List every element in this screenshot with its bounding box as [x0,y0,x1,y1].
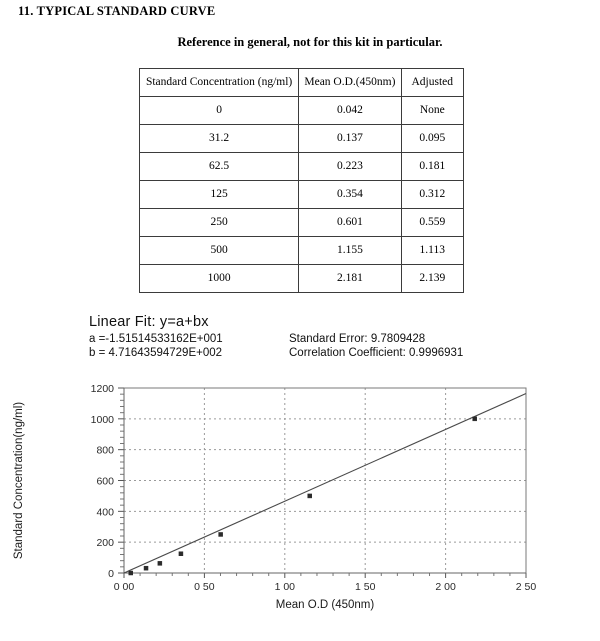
cell-mean-od: 0.601 [299,209,401,237]
data-point [129,571,133,575]
standard-curve-table [139,68,464,293]
table-row [140,181,464,209]
fit-coefficient-b: b = 4.71643594729E+002 [89,347,223,359]
y-tick-label: 800 [96,444,114,457]
cell-mean-od: 0.042 [299,97,401,125]
linear-fit-block [89,314,463,360]
table-row [140,125,464,153]
table-row [140,153,464,181]
table-row [140,209,464,237]
cell-mean-od: 0.223 [299,153,401,181]
x-tick-label: 2 00 [435,581,456,593]
cell-mean-od: 1.155 [299,237,401,265]
x-tick-label: 0 50 [194,581,215,593]
y-tick-label: 1200 [90,383,114,395]
cell-mean-od: 2.181 [299,265,401,293]
cell-concentration: 125 [140,181,299,209]
y-tick-label: 0 [108,568,114,580]
table-header-row [140,69,464,97]
cell-concentration: 250 [140,209,299,237]
table-row [140,265,464,293]
data-point [219,532,223,536]
cell-concentration: 62.5 [140,153,299,181]
y-axis-title: Standard Concentration(ng/ml) [13,401,25,560]
table-header-cell: Standard Concentration (ng/ml) [140,69,299,97]
data-point [158,561,162,565]
data-point [308,494,312,498]
cell-mean-od: 0.354 [299,181,401,209]
standard-curve-chart [0,370,600,630]
fit-correlation-coefficient: Correlation Coefficient: 0.9996931 [289,347,464,359]
table-row [140,97,464,125]
cell-concentration: 0 [140,97,299,125]
x-tick-label: 0 00 [113,581,135,593]
fit-coefficient-a: a =-1.51514533162E+001 [89,333,223,345]
table-header-cell: Mean O.D.(450nm) [299,69,401,97]
y-tick-label: 200 [96,537,114,550]
subtitle-note: Reference in general, not for this kit in particular. [177,35,443,49]
cell-adjusted: 0.181 [401,153,463,181]
cell-adjusted: None [401,97,463,125]
table-header-cell: Adjusted [401,69,463,97]
x-axis-title: Mean O.D (450nm) [275,599,375,611]
linear-fit-title: Linear Fit: y=a+bx [89,314,209,330]
cell-concentration: 500 [140,237,299,265]
table-row [140,237,464,265]
x-tick-label: 2 50 [515,581,537,593]
data-point [473,417,477,421]
cell-concentration: 31.2 [140,125,299,153]
data-point [144,566,148,570]
cell-mean-od: 0.137 [299,125,401,153]
cell-adjusted: 2.139 [401,265,463,293]
cell-adjusted: 1.113 [401,237,463,265]
y-tick-label: 600 [96,475,114,488]
cell-adjusted: 0.312 [401,181,463,209]
y-tick-label: 400 [96,506,114,519]
x-tick-label: 1 50 [354,581,376,593]
fit-standard-error: Standard Error: 9.7809428 [289,333,426,345]
cell-adjusted: 0.559 [401,209,463,237]
x-tick-label: 1 00 [274,581,296,593]
cell-adjusted: 0.095 [401,125,463,153]
regression-line [124,394,526,573]
data-point [179,552,183,556]
page-title: 11. TYPICAL STANDARD CURVE [18,4,216,18]
chart-canvas [0,370,600,630]
y-tick-label: 1000 [90,413,114,426]
cell-concentration: 1000 [140,265,299,293]
